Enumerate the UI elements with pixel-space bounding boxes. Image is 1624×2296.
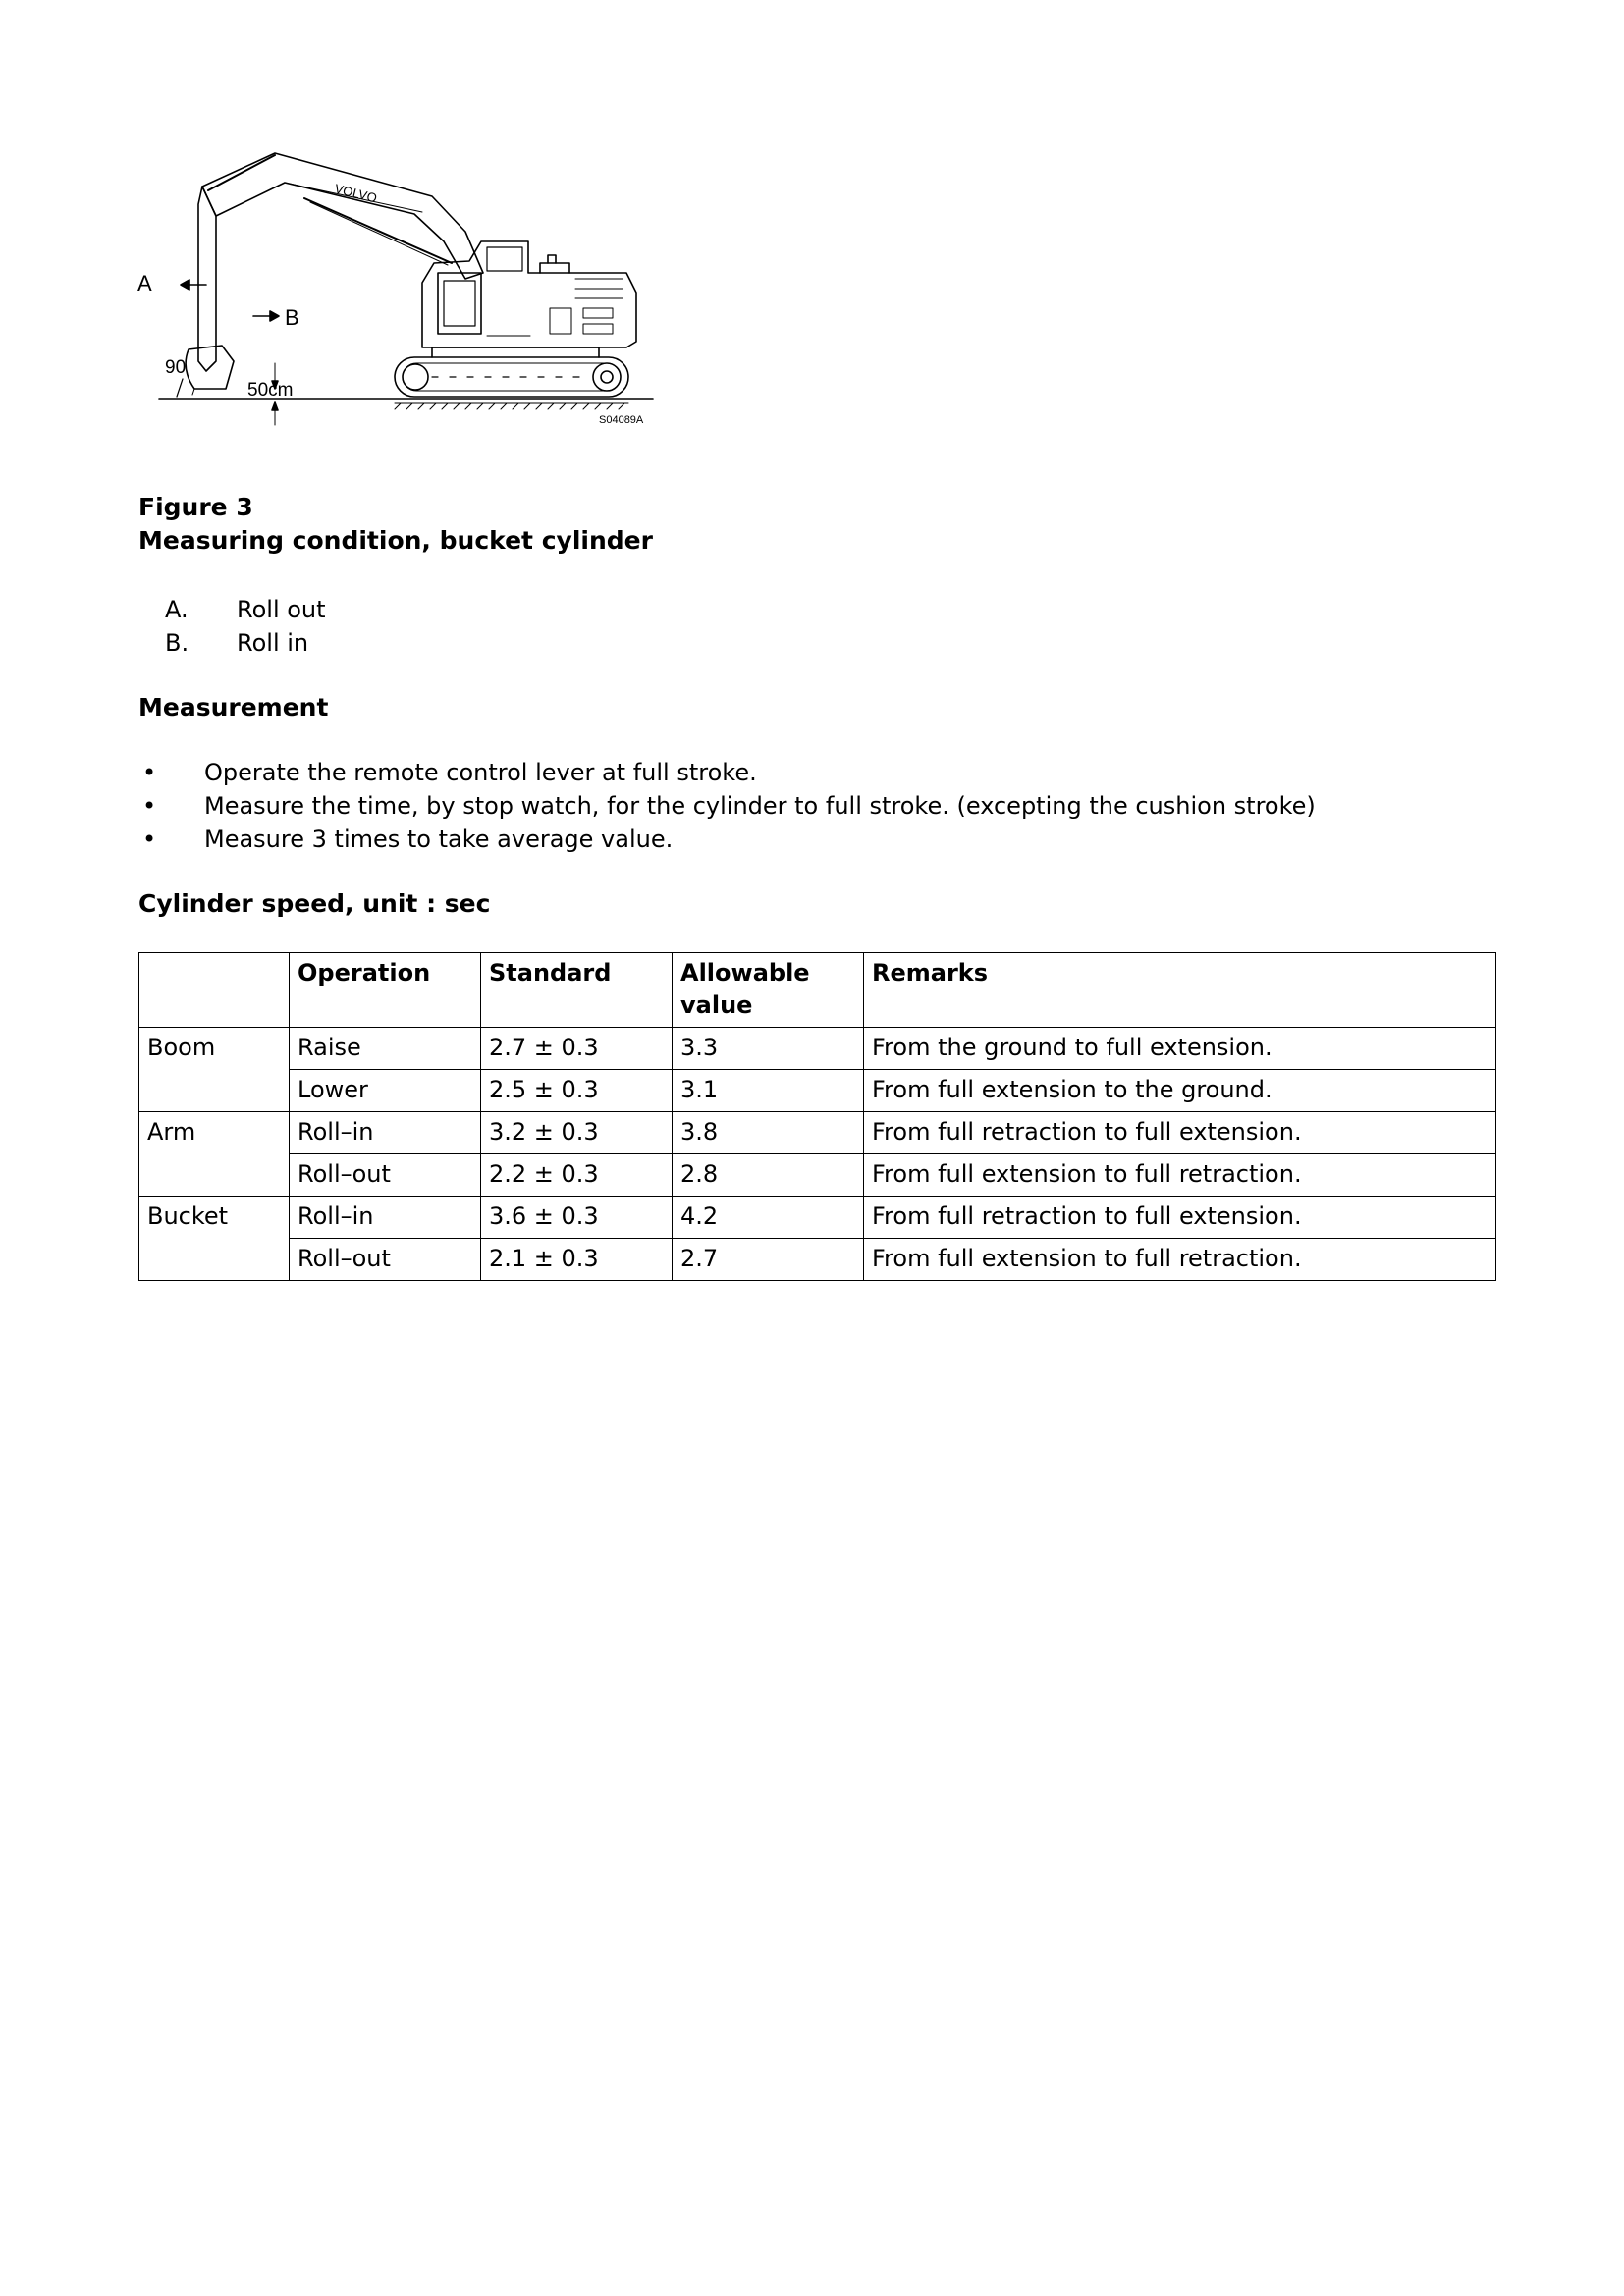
bullet-icon: • [142,792,157,820]
legend-text: Roll in [237,629,309,657]
measurement-list [138,756,1316,856]
operation-cell: Roll–in [290,1197,481,1239]
legend-item [138,626,326,660]
standard-cell: 2.7 ± 0.3 [481,1028,673,1070]
list-item-text: Measure 3 times to take average value. [204,826,674,853]
header-cell: Operation [290,953,481,1028]
allowable-cell: 3.1 [673,1070,864,1112]
operation-cell: Roll–out [290,1154,481,1197]
legend-key: A. [165,596,189,623]
standard-cell: 2.1 ± 0.3 [481,1239,673,1281]
figure-number: Figure 3 [138,493,253,521]
allowable-cell: 2.8 [673,1154,864,1197]
legend-text: Roll out [237,596,326,623]
standard-cell: 3.6 ± 0.3 [481,1197,673,1239]
header-cell [139,953,290,1028]
excavator-figure [137,126,658,436]
operation-cell: Roll–in [290,1112,481,1154]
allowable-cell: 4.2 [673,1197,864,1239]
allowable-cell: 3.8 [673,1112,864,1154]
bullet-icon: • [142,826,157,853]
remarks-cell: From the ground to full extension. [864,1028,1496,1070]
standard-cell: 2.5 ± 0.3 [481,1070,673,1112]
image-code: S04089A [599,414,644,426]
list-item [138,756,1316,789]
standard-cell: 2.2 ± 0.3 [481,1154,673,1197]
angle-label: 90 [165,357,187,378]
arm [198,187,216,371]
operation-cell: Raise [290,1028,481,1070]
header-cell: Allowable value [673,953,864,1028]
brand-mark: VOLVO [333,181,379,206]
upper-structure [422,241,636,347]
legend-item [138,593,326,626]
table-row [139,1028,1496,1070]
figure-legend [138,593,326,660]
list-item [138,823,1316,856]
allowable-cell: 2.7 [673,1239,864,1281]
table-row [139,1154,1496,1197]
legend-key: B. [165,629,189,657]
component-cell: Bucket [139,1197,290,1281]
list-item-text: Measure the time, by stop watch, for the cylinder to full stroke. (excepting the cushion stroke) [204,792,1316,820]
standard-cell: 3.2 ± 0.3 [481,1112,673,1154]
remarks-cell: From full extension to the ground. [864,1070,1496,1112]
component-cell: Arm [139,1112,290,1197]
cylinder-speed-heading: Cylinder speed, unit : sec [138,889,491,918]
table-row [139,1239,1496,1281]
cylinder-speed-table [138,952,1496,1281]
table-row [139,1070,1496,1112]
operation-cell: Lower [290,1070,481,1112]
figure-title: Measuring condition, bucket cylinder [138,526,653,555]
figure-caption [138,491,653,558]
remarks-cell: From full extension to full retraction. [864,1154,1496,1197]
component-cell: Boom [139,1028,290,1112]
header-cell: Standard [481,953,673,1028]
list-item-text: Operate the remote control lever at full stroke. [204,759,757,786]
height-label: 50cm [247,380,294,400]
list-item [138,789,1316,823]
bullet-icon: • [142,759,157,786]
table-row [139,1197,1496,1239]
operation-cell: Roll–out [290,1239,481,1281]
label-b: B [285,305,299,330]
excavator-drawing [137,126,658,436]
remarks-cell: From full retraction to full extension. [864,1112,1496,1154]
measurement-heading: Measurement [138,693,329,721]
table-row [139,1112,1496,1154]
remarks-cell: From full extension to full retraction. [864,1239,1496,1281]
table-header-row [139,953,1496,1028]
allowable-cell: 3.3 [673,1028,864,1070]
label-a: A [137,271,152,295]
remarks-cell: From full retraction to full extension. [864,1197,1496,1239]
header-cell: Remarks [864,953,1496,1028]
